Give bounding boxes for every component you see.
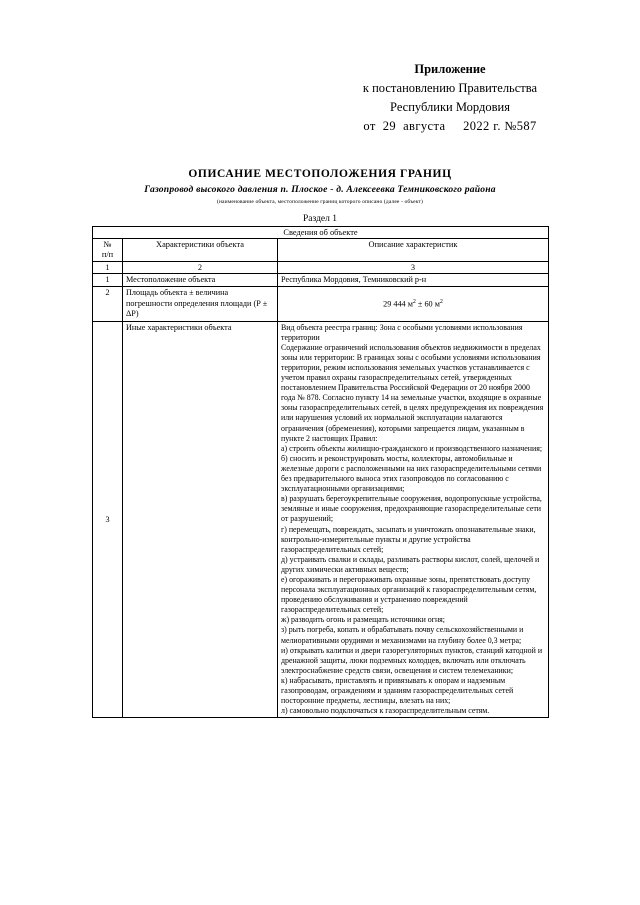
column-index-2: 2 <box>123 262 278 274</box>
description-paragraph: з) рыть погреба, копать и обрабатывать почву сельскохозяйственными и мелиоративными орудиями и механизмами на глубину более 0,3 метра; <box>281 625 524 645</box>
description-paragraph: г) перемещать, повреждать, засыпать и уничтожать опознавательные знаки, контрольно-измерительные пункты и другие устройства газораспределительных сетей; <box>281 524 536 554</box>
header-appendix-title: Приложение <box>414 62 486 76</box>
column-header-number: № п/п <box>93 239 123 262</box>
page-title: ОПИСАНИЕ МЕСТОПОЛОЖЕНИЯ ГРАНИЦ <box>188 168 452 180</box>
document-title-block <box>0 168 640 205</box>
document-header <box>300 60 600 136</box>
description-paragraph: Содержание ограничений использования объектов недвижимости в пределах зоны или территории: В границах зоны с особыми условиями использования территории, режим использования земельных участков устанавливается с учетом правил охраны газораспределительных сетей, утвержденных постановлением Правительства Российской Федерации от 20 ноября 2000 года № 878. Согласно пункту 14 на земельные участки, входящие в охранные зоны газораспределительных сетей, в целях предупреждения их повреждения или нарушения условий их нормальной эксплуатации налагаются ограничения (обременения), которыми запрещается лицам, указанным в пункте 2 настоящих Правил: <box>281 342 544 443</box>
table-caption: Сведения об объекте <box>93 227 549 239</box>
description-paragraph: д) устраивать свалки и склады, разливать растворы кислот, солей, щелочей и других химически активных веществ; <box>281 554 540 574</box>
description-paragraph: ж) разводить огонь и размещать источники огня; <box>281 615 446 625</box>
object-name: Газопровод высокого давления п. Плоское - д. Алексеевка Темниковского района <box>144 184 496 195</box>
row-label: Местоположение объекта <box>123 274 278 287</box>
header-line-republic: Республики Мордовия <box>390 100 510 114</box>
description-paragraph: а) строить объекты жилищно-гражданского и производственного назначения; <box>281 443 543 453</box>
column-index-3: 3 <box>278 262 549 274</box>
table-row <box>93 287 549 321</box>
table-row <box>93 321 549 718</box>
object-name-note: (наименование объекта, местоположение границ которого описано (далее - объект) <box>216 199 423 205</box>
column-header-characteristic: Характеристики объекта <box>123 239 278 262</box>
table-column-numbers-row <box>93 262 549 274</box>
column-header-description: Описание характеристик <box>278 239 549 262</box>
row-label: Иные характеристики объекта <box>123 321 278 718</box>
description-paragraph: в) разрушать берегоукрепительные сооружения, водопропускные устройства, земляные и иные сооружения, предохраняющие газораспределительные сети от разрушений; <box>281 494 542 524</box>
description-paragraph: е) огораживать и перегораживать охранные зоны, препятствовать доступу персонала эксплуатационных организаций к газораспределительным сетям, проведению обслуживания и устранению повреждений газораспределительных сетей; <box>281 574 537 615</box>
description-paragraph: и) открывать калитки и двери газорегуляторных пунктов, станций катодной и дренажной защиты, люки подземных колодцев, включать или отключать электроснабжение средств связи, освещения и систем телемеханики; <box>281 645 543 675</box>
description-paragraph: к) набрасывать, приставлять и привязывать к опорам и надземным газопроводам, ограждениям и зданиям газораспределительных сетей посторонние предметы, лестницы, влезать на них; <box>281 675 514 706</box>
description-paragraph: л) самовольно подключаться к газораспределительным сетям. <box>281 706 490 716</box>
column-index-1: 1 <box>93 262 123 274</box>
row-value: Республика Мордовия, Темниковский р-н <box>278 274 549 287</box>
section-label: Раздел 1 <box>303 214 337 224</box>
description-paragraph: Вид объекта реестра границ: Зона с особыми условиями использования территории <box>281 322 523 342</box>
object-info-table <box>92 226 549 718</box>
table-header-row <box>93 239 549 262</box>
row-label: Площадь объекта ± величина погрешности определения площади (Р ± ΔР) <box>123 287 278 321</box>
table-caption-row <box>93 227 549 239</box>
header-line-date-number: от 29 августа 2022 г. №587 <box>363 119 537 133</box>
row-value-paragraphs <box>278 321 549 718</box>
header-line-authority: к постановлению Правительства <box>362 81 538 95</box>
row-number: 1 <box>93 274 123 287</box>
description-paragraph: б) сносить и реконструировать мосты, коллекторы, автомобильные и железные дороги с расположенными на них газораспределительными сетями без предварительного выноса этих газопроводов по согласованию с эксплуатационными организациями; <box>281 453 542 494</box>
row-number: 3 <box>93 321 123 718</box>
table-row <box>93 274 549 287</box>
row-number: 2 <box>93 287 123 321</box>
row-value: 29 444 $м^2 \pm 60$ $м^2$ <box>278 287 549 321</box>
